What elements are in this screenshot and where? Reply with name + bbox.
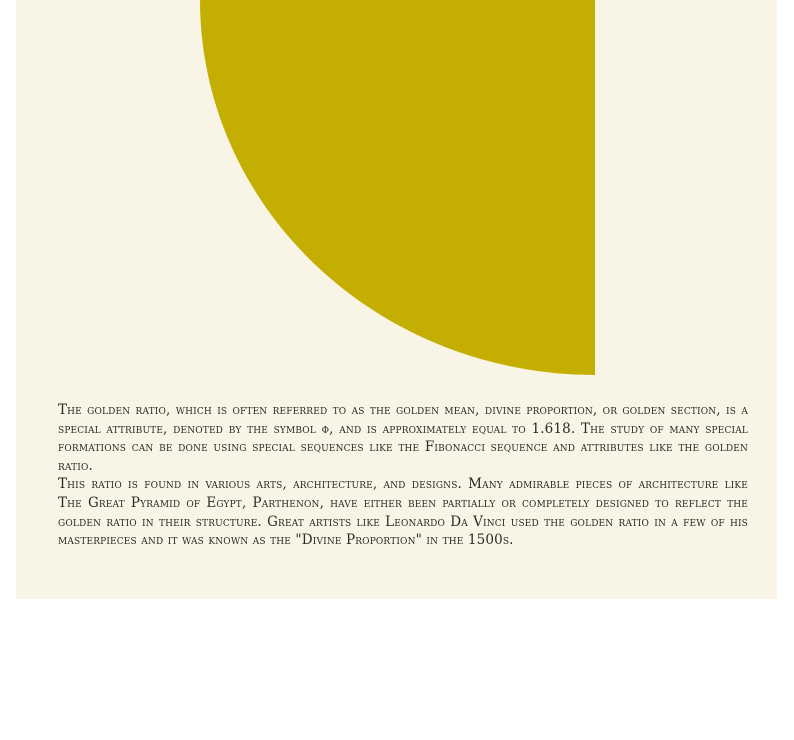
golden-ratio-poster: [16, 0, 777, 599]
quarter-circle-graphic: [16, 0, 777, 400]
body-text: [58, 401, 748, 550]
paragraph-golden-ratio-usage: This ratio is found in various arts, architecture, and designs. Many admirable pieces of architecture like The Great Pyramid of Egypt, Parthenon, have either been partially or completely designed to reflect the golden ratio in their structure. Great artists like Leonardo Da Vinci used the golden ratio in a few of his masterpieces and it was known as the "Divine Proportion" in the 1500s.: [58, 476, 748, 549]
paragraph-golden-ratio-definition: The golden ratio, which is often referred to as the golden mean, divine proportion, or golden section, is a special attribute, denoted by the symbol ϕ, and is approximately equal to 1.618. The study of many special formations can be done using special sequences like the Fibonacci sequence and attributes like the golden ratio.: [58, 402, 748, 474]
quarter-circle-shape: [200, 0, 595, 375]
